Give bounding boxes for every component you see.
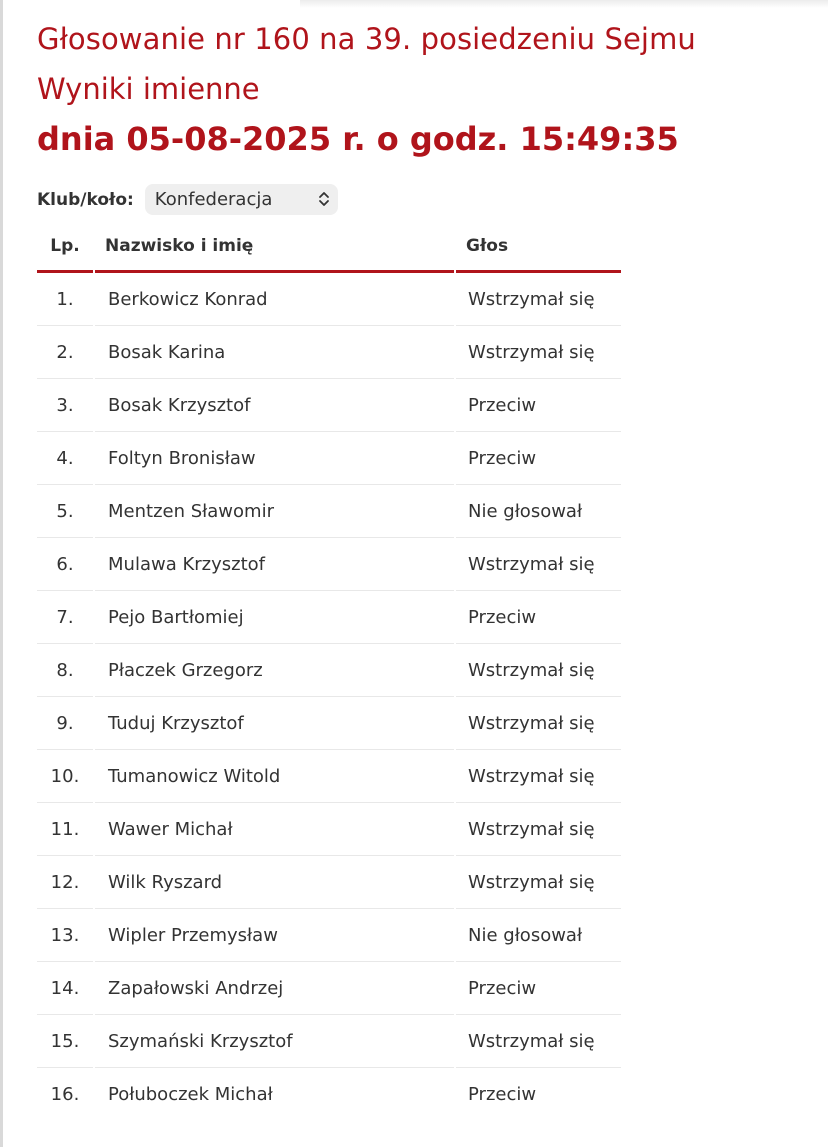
row-name: Berkowicz Konrad <box>95 273 454 326</box>
table-row <box>37 485 621 538</box>
row-lp: 13. <box>37 909 93 962</box>
table-row <box>37 750 621 803</box>
row-name: Tumanowicz Witold <box>95 750 454 803</box>
row-name: Szymański Krzysztof <box>95 1015 454 1068</box>
row-lp: 9. <box>37 697 93 750</box>
table-row <box>37 856 621 909</box>
row-vote: Wstrzymał się <box>456 697 621 750</box>
row-lp: 15. <box>37 1015 93 1068</box>
row-vote: Nie głosował <box>456 485 621 538</box>
club-select[interactable] <box>145 184 338 215</box>
table-row <box>37 909 621 962</box>
row-vote: Przeciw <box>456 379 621 432</box>
row-name: Bosak Karina <box>95 326 454 379</box>
table-row <box>37 273 621 326</box>
club-filter-label: Klub/koło: <box>37 189 134 210</box>
chevron-up-down-icon <box>318 190 330 208</box>
row-name: Zapałowski Andrzej <box>95 962 454 1015</box>
row-vote: Nie głosował <box>456 909 621 962</box>
row-name: Bosak Krzysztof <box>95 379 454 432</box>
club-filter <box>37 183 338 216</box>
row-lp: 16. <box>50 1083 80 1105</box>
row-name: Mentzen Sławomir <box>95 485 454 538</box>
row-lp: 3. <box>37 379 93 432</box>
top-edge-shadow <box>300 0 828 8</box>
row-vote: Wstrzymał się <box>456 750 621 803</box>
table-row <box>37 644 621 697</box>
table-row <box>37 697 621 750</box>
row-lp: 6. <box>37 538 93 591</box>
column-header-lp: Lp. <box>37 224 93 273</box>
row-name: Mulawa Krzysztof <box>95 538 454 591</box>
votes-table-body <box>37 273 621 1121</box>
row-name: Tuduj Krzysztof <box>95 697 454 750</box>
page-title <box>37 20 817 165</box>
row-vote: Wstrzymał się <box>456 326 621 379</box>
table-row <box>37 591 621 644</box>
row-lp: 1. <box>37 273 93 326</box>
page-left-edge <box>0 0 3 1147</box>
row-vote: Przeciw <box>456 962 621 1015</box>
table-row <box>37 803 621 856</box>
table-row <box>37 432 621 485</box>
table-row <box>37 538 621 591</box>
title-results-by-name: Wyniki imienne <box>37 72 260 106</box>
table-row <box>37 379 621 432</box>
row-vote: Wstrzymał się <box>456 1015 621 1068</box>
row-lp: 12. <box>37 856 93 909</box>
title-vote-number: Głosowanie nr 160 na 39. posiedzeniu Sejmu <box>37 22 696 56</box>
row-lp: 11. <box>37 803 93 856</box>
row-vote: Wstrzymał się <box>456 803 621 856</box>
club-select-value: Konfederacja <box>154 189 273 210</box>
row-name: Płaczek Grzegorz <box>95 644 454 697</box>
row-name: Foltyn Bronisław <box>95 432 454 485</box>
table-row <box>37 962 621 1015</box>
title-date-time: dnia 05-08-2025 r. o godz. 15:49:35 <box>37 120 679 158</box>
row-lp: 7. <box>37 591 93 644</box>
row-vote: Wstrzymał się <box>456 856 621 909</box>
row-lp: 4. <box>37 432 93 485</box>
table-row <box>37 1015 621 1068</box>
column-header-vote: Głos <box>456 224 621 273</box>
column-header-name: Nazwisko i imię <box>95 224 454 273</box>
row-name: Wipler Przemysław <box>95 909 454 962</box>
row-vote: Wstrzymał się <box>456 538 621 591</box>
row-vote: Wstrzymał się <box>456 273 621 326</box>
row-name: Połuboczek Michał <box>108 1083 273 1105</box>
row-name: Wilk Ryszard <box>95 856 454 909</box>
row-lp: 8. <box>37 644 93 697</box>
row-lp: 2. <box>37 326 93 379</box>
row-vote: Wstrzymał się <box>456 644 621 697</box>
votes-table-header <box>37 224 621 273</box>
row-vote: Przeciw <box>456 432 621 485</box>
table-row <box>37 1068 621 1121</box>
row-lp: 5. <box>37 485 93 538</box>
row-vote: Przeciw <box>456 591 621 644</box>
row-lp: 14. <box>37 962 93 1015</box>
table-row <box>37 326 621 379</box>
row-vote: Przeciw <box>468 1083 537 1105</box>
row-lp: 10. <box>37 750 93 803</box>
row-name: Wawer Michał <box>95 803 454 856</box>
votes-table <box>37 224 621 1121</box>
row-name: Pejo Bartłomiej <box>95 591 454 644</box>
